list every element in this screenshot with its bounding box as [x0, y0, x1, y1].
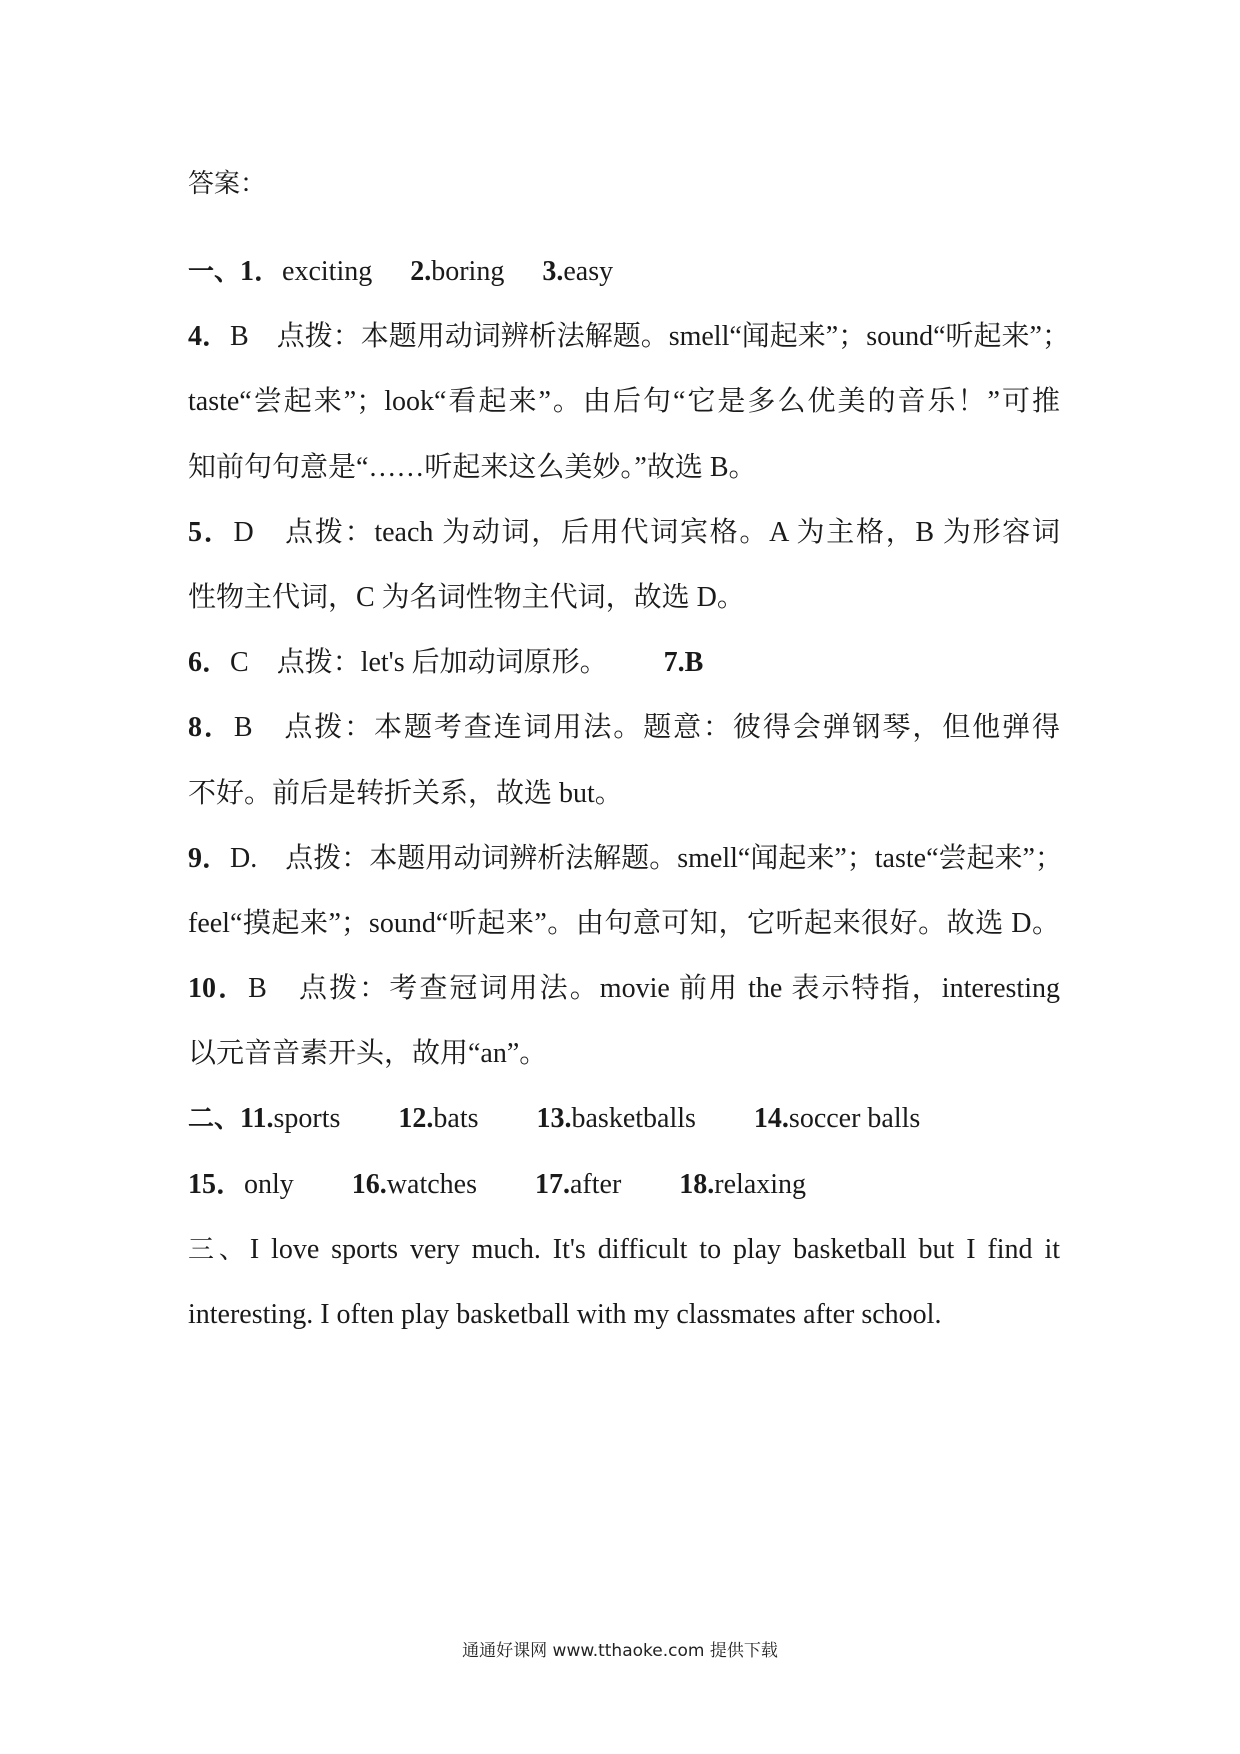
q10-text-1: B 点拨：考查冠词用法。movie 前用 the 表示特指，interesting: [248, 973, 1060, 1005]
q10-line-1: [188, 963, 1060, 1028]
q4-line-1: [188, 311, 1070, 376]
q5-line-1: [188, 507, 1060, 572]
q8-line-2: [188, 768, 1060, 833]
q11-number: 11.: [240, 1103, 274, 1135]
q11-answer: sports: [273, 1103, 341, 1135]
section-three-line-1: [188, 1224, 1060, 1289]
q2-answer: boring: [431, 256, 505, 287]
q15-number: 15．: [188, 1168, 245, 1200]
q10-number: 10．: [188, 973, 249, 1005]
q10-line-2: [188, 1028, 1060, 1093]
q4-line-3: [188, 442, 1060, 507]
section-two-answers-2: [188, 1159, 1060, 1224]
section-one-marker: 一、: [188, 257, 241, 287]
section-three-text-1: I love sports very much. It's difficult to play basketball but I find it: [249, 1233, 1060, 1265]
q12-answer: bats: [433, 1103, 479, 1135]
q16-number: 16.: [351, 1168, 387, 1200]
q10-text-2: 以元音音素开头，故用“an”。: [188, 1038, 548, 1070]
q5-line-2: [188, 572, 1060, 637]
section-three-text-2: interesting. I often play basketball with my classmates after school.: [188, 1299, 942, 1330]
q9-line-2: [188, 898, 1060, 963]
q2-number: 2.: [410, 256, 432, 287]
q5-number: 5．: [188, 516, 234, 548]
q18-number: 18.: [679, 1168, 715, 1200]
q5-text-2: 性物主代词，C 为名词性物主代词，故选 D。: [188, 581, 745, 613]
q7-answer: 7.B: [663, 647, 704, 679]
q9-line-1: [188, 833, 1063, 898]
q5-text-1: D 点拨：teach 为动词，后用代词宾格。A 为主格，B 为形容词: [233, 516, 1060, 548]
q14-answer: soccer balls: [788, 1103, 921, 1135]
q14-number: 14.: [753, 1103, 789, 1135]
q17-number: 17.: [534, 1168, 570, 1200]
section-three-marker: 三、: [188, 1234, 250, 1265]
q13-answer: basketballs: [571, 1103, 696, 1135]
q9-text-1: D. 点拨：本题用动词辨析法解题。smell“闻起来”；taste“尝起来”；: [230, 842, 1063, 874]
section-one-answers: [188, 246, 1060, 311]
q18-answer: relaxing: [714, 1168, 807, 1200]
q3-answer: easy: [563, 256, 614, 287]
q13-number: 13.: [536, 1103, 572, 1135]
q9-number: 9．: [188, 842, 231, 874]
q8-number: 8．: [188, 712, 234, 744]
q1-answer: exciting: [282, 256, 373, 287]
q4-number: 4．: [188, 321, 231, 353]
q1-number: 1．: [240, 256, 283, 287]
q4-text-3: 知前句句意是“……听起来这么美妙。”故选 B。: [188, 451, 757, 483]
q8-line-1: [188, 702, 1060, 767]
q8-text-1: B 点拨：本题考查连词用法。题意：彼得会弹钢琴，但他弹得: [233, 712, 1060, 744]
section-three-line-2: [188, 1289, 1060, 1354]
footer-watermark: 通通好课网 www.tthaoke.com 提供下载: [462, 1641, 778, 1661]
q4-line-2: [188, 376, 1060, 441]
q6-text: C 点拨：let's 后加动词原形。: [230, 647, 608, 679]
q8-text-2: 不好。前后是转折关系，故选 but。: [188, 777, 623, 809]
section-two-marker: 二、: [188, 1104, 241, 1135]
section-two-answers-1: [188, 1093, 1060, 1158]
q9-text-2: feel“摸起来”；sound“听起来”。由句意可知，它听起来很好。故选 D。: [188, 907, 1060, 939]
q4-text-2: taste“尝起来”；look“看起来”。由后句“它是多么优美的音乐！”可推: [188, 386, 1060, 418]
answer-key: [188, 158, 1070, 1354]
q15-answer: only: [244, 1168, 294, 1200]
q6-number: 6．: [188, 647, 231, 679]
q12-number: 12.: [398, 1103, 434, 1135]
q3-number: 3.: [542, 256, 564, 287]
q16-answer: watches: [386, 1168, 477, 1200]
q6-line: [188, 637, 1060, 702]
answer-heading: 答案：: [188, 169, 267, 199]
q4-text-1: B 点拨：本题用动词辨析法解题。smell“闻起来”；sound“听起来”；: [230, 321, 1070, 353]
q17-answer: after: [569, 1168, 622, 1200]
